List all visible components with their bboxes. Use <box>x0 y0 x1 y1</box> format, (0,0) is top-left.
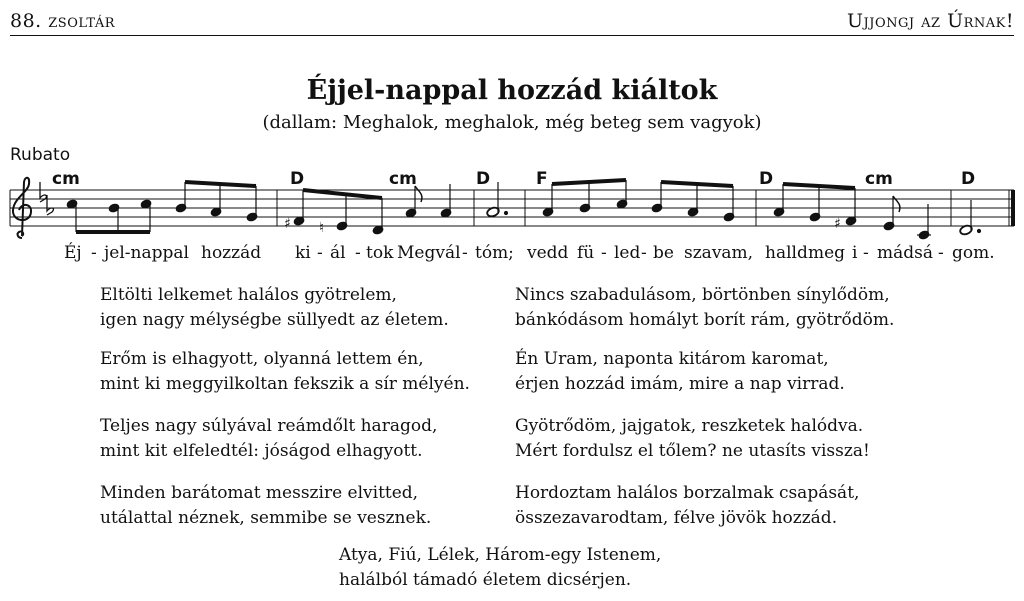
lyric-syllable: vedd <box>527 243 569 263</box>
chord-symbol: cm <box>52 169 80 189</box>
lyric-syllable: led <box>614 243 641 263</box>
stanza-line: Hordoztam halálos borzalmak csapását, <box>515 483 860 503</box>
lyric-syllable: fü <box>577 243 595 263</box>
chord-symbol: cm <box>389 169 417 189</box>
lyric-syllable: ki <box>295 243 311 263</box>
lyric-hyphen: - <box>355 243 361 263</box>
lyric-syllable: Megvál <box>397 243 461 263</box>
header-book-title: Ujjongj az Úrnak! <box>847 10 1014 32</box>
song-title: Éjjel-nappal hozzád kiáltok <box>306 75 718 106</box>
stanza-6 <box>515 414 870 464</box>
lyric-syllable: mádsá <box>877 243 933 263</box>
lyric-hyphen: - <box>641 243 647 263</box>
chord-symbol: D <box>476 169 491 189</box>
stanza-4 <box>515 347 845 397</box>
stanza-line: bánkódásom homályt borít rám, gyötrődöm. <box>515 310 895 330</box>
lyric-syllable: hozzád <box>201 243 262 263</box>
lyric-syllable: gom. <box>952 243 995 263</box>
lyric-syllable: Éj <box>64 243 82 263</box>
stanza-line: összezavarodtam, félve jövök hozzád. <box>515 508 838 528</box>
chord-symbol: cm <box>865 169 893 189</box>
lyric-syllable: tóm; <box>475 243 514 263</box>
stanza-line: igen nagy mélységbe süllyedt az életem. <box>100 310 449 330</box>
stanza-line: mint kit elfeledtél: jóságod elhagyott. <box>100 441 423 461</box>
staff-lines <box>10 190 1014 226</box>
final-barline <box>1011 190 1015 226</box>
stanza-line: Gyötrődöm, jajgatok, reszketek halódva. <box>515 416 864 436</box>
header-rule <box>10 35 1014 36</box>
stanza-line: Minden barátomat messzire elvitted, <box>100 483 419 503</box>
stanza-line: Teljes nagy súlyával reámdőlt haragod, <box>100 416 438 436</box>
lyric-hyphen: - <box>938 243 944 263</box>
stanza-line: Erőm is elhagyott, olyanná lettem én, <box>100 349 424 369</box>
chord-symbol: D <box>290 169 305 189</box>
svg-text:♯: ♯ <box>284 216 291 232</box>
music-staff <box>0 160 1024 245</box>
chord-symbol: F <box>536 169 548 189</box>
stanza-7 <box>100 481 431 531</box>
lyric-hyphen: - <box>863 243 869 263</box>
lyric-syllable: i <box>852 243 858 263</box>
stanza-1 <box>100 283 449 333</box>
measure-2-notes <box>284 184 452 236</box>
stanza-5 <box>100 414 437 464</box>
svg-text:♯: ♯ <box>834 216 841 232</box>
lyric-syllable: ál <box>330 243 346 263</box>
stanza-line: mint ki meggyilkoltan fekszik a sír mélyén. <box>100 374 470 394</box>
lyric-syllable: halld <box>765 243 808 263</box>
chord-symbol: D <box>759 169 774 189</box>
stanza-line: utálattal néznek, semmibe se vesznek. <box>100 508 432 528</box>
stanza-line: Nincs szabadulásom, börtönben sínylődöm, <box>515 285 890 305</box>
stanza-line: Mért fordulsz el tőlem? ne utasíts vissza! <box>515 441 870 461</box>
lyric-hyphen: - <box>91 243 97 263</box>
song-subtitle: (dallam: Meghalok, meghalok, még beteg sem vagyok) <box>262 112 762 133</box>
measure-5-notes <box>773 184 931 240</box>
lyric-hyphen: - <box>462 243 468 263</box>
stanza-line: halálból támadó életem dicsérjen. <box>339 570 632 590</box>
chord-symbol: D <box>961 169 976 189</box>
stanza-doxology <box>339 543 661 593</box>
lyrics-line <box>0 243 1024 265</box>
stanza-2 <box>515 283 894 333</box>
stanza-3 <box>100 347 470 397</box>
measure-4-notes <box>542 180 735 222</box>
svg-text:♮: ♮ <box>319 220 325 236</box>
header-psalm-number: 88. zsoltár <box>10 10 116 32</box>
stanza-line: Én Uram, naponta kitárom karomat, <box>515 349 829 369</box>
stanza-8 <box>515 481 859 531</box>
tempo-marking: Rubato <box>10 145 71 165</box>
lyric-syllable: meg <box>808 243 846 263</box>
stanza-line: Eltölti lelkemet halálos gyötrelem, <box>100 285 397 305</box>
lyric-syllable: jel-nappal <box>104 243 189 263</box>
lyric-syllable: tok <box>366 243 394 263</box>
stanza-line: érjen hozzád imám, mire a nap virrad. <box>515 374 845 394</box>
stanza-line: Atya, Fiú, Lélek, Három-egy Istenem, <box>339 545 662 565</box>
lyric-hyphen: - <box>601 243 607 263</box>
lyric-hyphen: - <box>317 243 323 263</box>
measure-6-notes <box>959 200 981 236</box>
lyric-syllable: be <box>653 243 674 263</box>
lyric-syllable: szavam, <box>684 243 754 263</box>
